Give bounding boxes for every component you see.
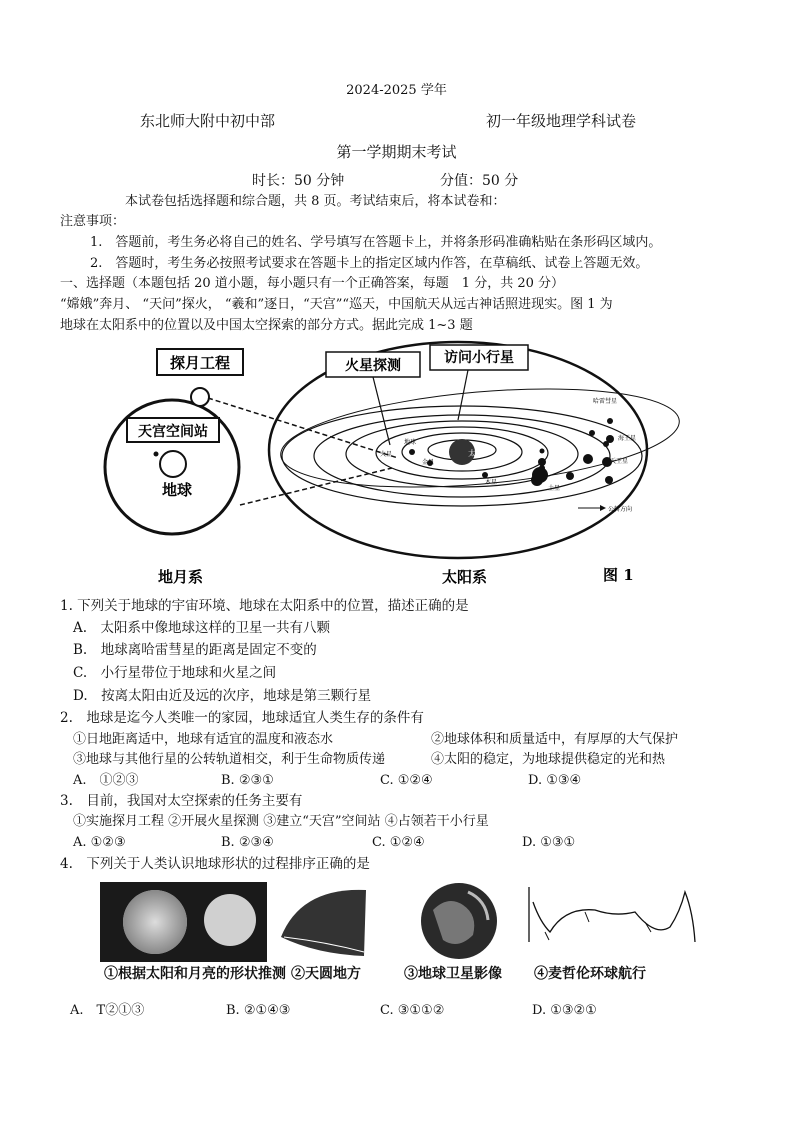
caption-solar-system: 太阳系	[442, 568, 488, 586]
q4-option-a: A. T②①③	[70, 1003, 145, 1018]
q4-option-d: D. ①③②①	[532, 1003, 597, 1018]
note-2: 2. 答题时，考生务必按照考试要求在答题卡上的指定区域内作答，在草稿纸、试卷上答题无效。	[90, 256, 649, 271]
q2-option-d: D. ①③④	[528, 773, 582, 788]
q1-option-a: A. 太阳系中像地球这样的卫星一共有八颗	[73, 620, 331, 636]
q2-condition-3: ③地球与其他行星的公转轨道相交，利于生命物质传递	[73, 752, 386, 767]
label-sun: 太阳	[468, 449, 484, 458]
q3-option-a: A. ①②③	[73, 835, 126, 850]
caption-figure-1: 图 1	[603, 566, 634, 584]
section-title: 一、选择题（本题包括 20 道小题，每小题只有一个正确答案，每题 1 分，共 20 分）	[60, 276, 565, 291]
tiangong-icon	[154, 452, 159, 457]
q3-tasks: ①实施探月工程 ②开展火星探测 ③建立“天宫”空间站 ④占领若干小行星	[73, 814, 489, 829]
notes-title: 注意事项：	[60, 214, 126, 229]
q3-option-b: B. ②③④	[221, 835, 274, 850]
q4-caption-1: ①根据太阳和月亮的形状推测	[104, 966, 286, 982]
q2-stem: 2. 地球是迄今人类唯一的家园，地球适宜人类生存的条件有	[60, 710, 424, 726]
q2-option-a: A. ①②③	[73, 773, 139, 788]
school-name: 东北师大附中初中部	[140, 112, 276, 130]
earth-icon	[160, 451, 186, 477]
q1-option-b: B. 地球离哈雷彗星的距离是固定不变的	[73, 642, 317, 658]
caption-earth-moon: 地月系	[158, 568, 204, 586]
q1-option-d: D. 按离太阳由近及远的次序，地球是第三颗行星	[73, 688, 372, 704]
q1-stem: 1. 下列关于地球的宇宙环境、地球在太阳系中的位置，描述正确的是	[60, 598, 469, 614]
school-year: 2024-2025 学年	[346, 83, 447, 98]
q2-option-c: C. ①②④	[380, 773, 433, 788]
image-magellan-route	[525, 882, 700, 960]
label-planet-saturn: 土星	[548, 485, 561, 492]
q4-caption-4: ④麦哲伦环球航行	[534, 966, 646, 982]
q2-condition-1: ①日地距离适中，地球有适宜的温度和液态水	[73, 732, 334, 747]
image-heaven-round-earth-square	[276, 882, 372, 960]
q2-condition-4: ④太阳的稳定，为地球提供稳定的光和热	[431, 752, 666, 767]
label-halley-comet: 哈雷彗星	[593, 398, 618, 405]
term-title: 第一学期期末考试	[336, 143, 457, 161]
q4-caption-2: ②天圆地方	[291, 966, 361, 982]
duration: 时长：50 分钟	[252, 173, 345, 189]
q4-option-b: B. ②①④③	[226, 1003, 291, 1018]
label-planet-jupiter: 木星	[485, 479, 498, 486]
label-planet-uranus: 天王星	[610, 458, 629, 465]
label-planet-mars: 火星	[380, 451, 393, 458]
label-planet-neptune: 海王星	[618, 435, 637, 442]
q1-option-c: C. 小行星带位于地球和火星之间	[73, 665, 277, 681]
q4-option-c: C. ③①①②	[380, 1003, 445, 1018]
q4-stem: 4. 下列关于人类认识地球形状的过程排序正确的是	[60, 856, 370, 872]
label-mars-probe: 火星探测	[345, 358, 401, 374]
intro-text: 本试卷包括选择题和综合题，共 8 页。考试结束后，将本试卷和：	[125, 194, 506, 209]
context-line-2: 地球在太阳系中的位置以及中国太空探索的部分方式。据此完成 1~3 题	[60, 318, 473, 333]
image-sun-moon	[100, 882, 267, 962]
q2-condition-2: ②地球体积和质量适中，有厚厚的大气保护	[431, 732, 679, 747]
q4-caption-3: ③地球卫星影像	[404, 966, 502, 982]
q3-option-c: C. ①②④	[372, 835, 425, 850]
image-satellite-earth	[418, 880, 500, 962]
moon-icon	[191, 388, 209, 406]
score: 分值：50 分	[440, 173, 519, 189]
label-earth: 地球	[161, 481, 193, 499]
label-tiangong: 天宫空间站	[138, 424, 208, 440]
note-1: 1. 答题前，考生务必将自己的姓名、学号填写在答题卡上，并将条形码准确粘贴在条形码区域内。	[90, 235, 662, 250]
label-planet-venus: 金星	[422, 459, 435, 466]
label-lunar-project: 探月工程	[169, 354, 231, 372]
q2-option-b: B. ②③①	[221, 773, 274, 788]
exam-name: 初一年级地理学科试卷	[486, 112, 637, 130]
q3-option-d: D. ①③①	[522, 835, 576, 850]
q3-stem: 3. 目前，我国对太空探索的任务主要有	[60, 793, 303, 809]
label-asteroid: 访问小行星	[444, 350, 514, 366]
label-planet-earth: 地球	[404, 439, 417, 446]
figure-1	[90, 340, 700, 590]
label-orbit-direction: 公转方向	[608, 506, 633, 513]
context-line-1: “嫦娥”奔月、 “天问”探火， “羲和”逐日，“天宫”“巡天，中国航天从远古神话照进现实。图 1 为	[60, 297, 613, 312]
